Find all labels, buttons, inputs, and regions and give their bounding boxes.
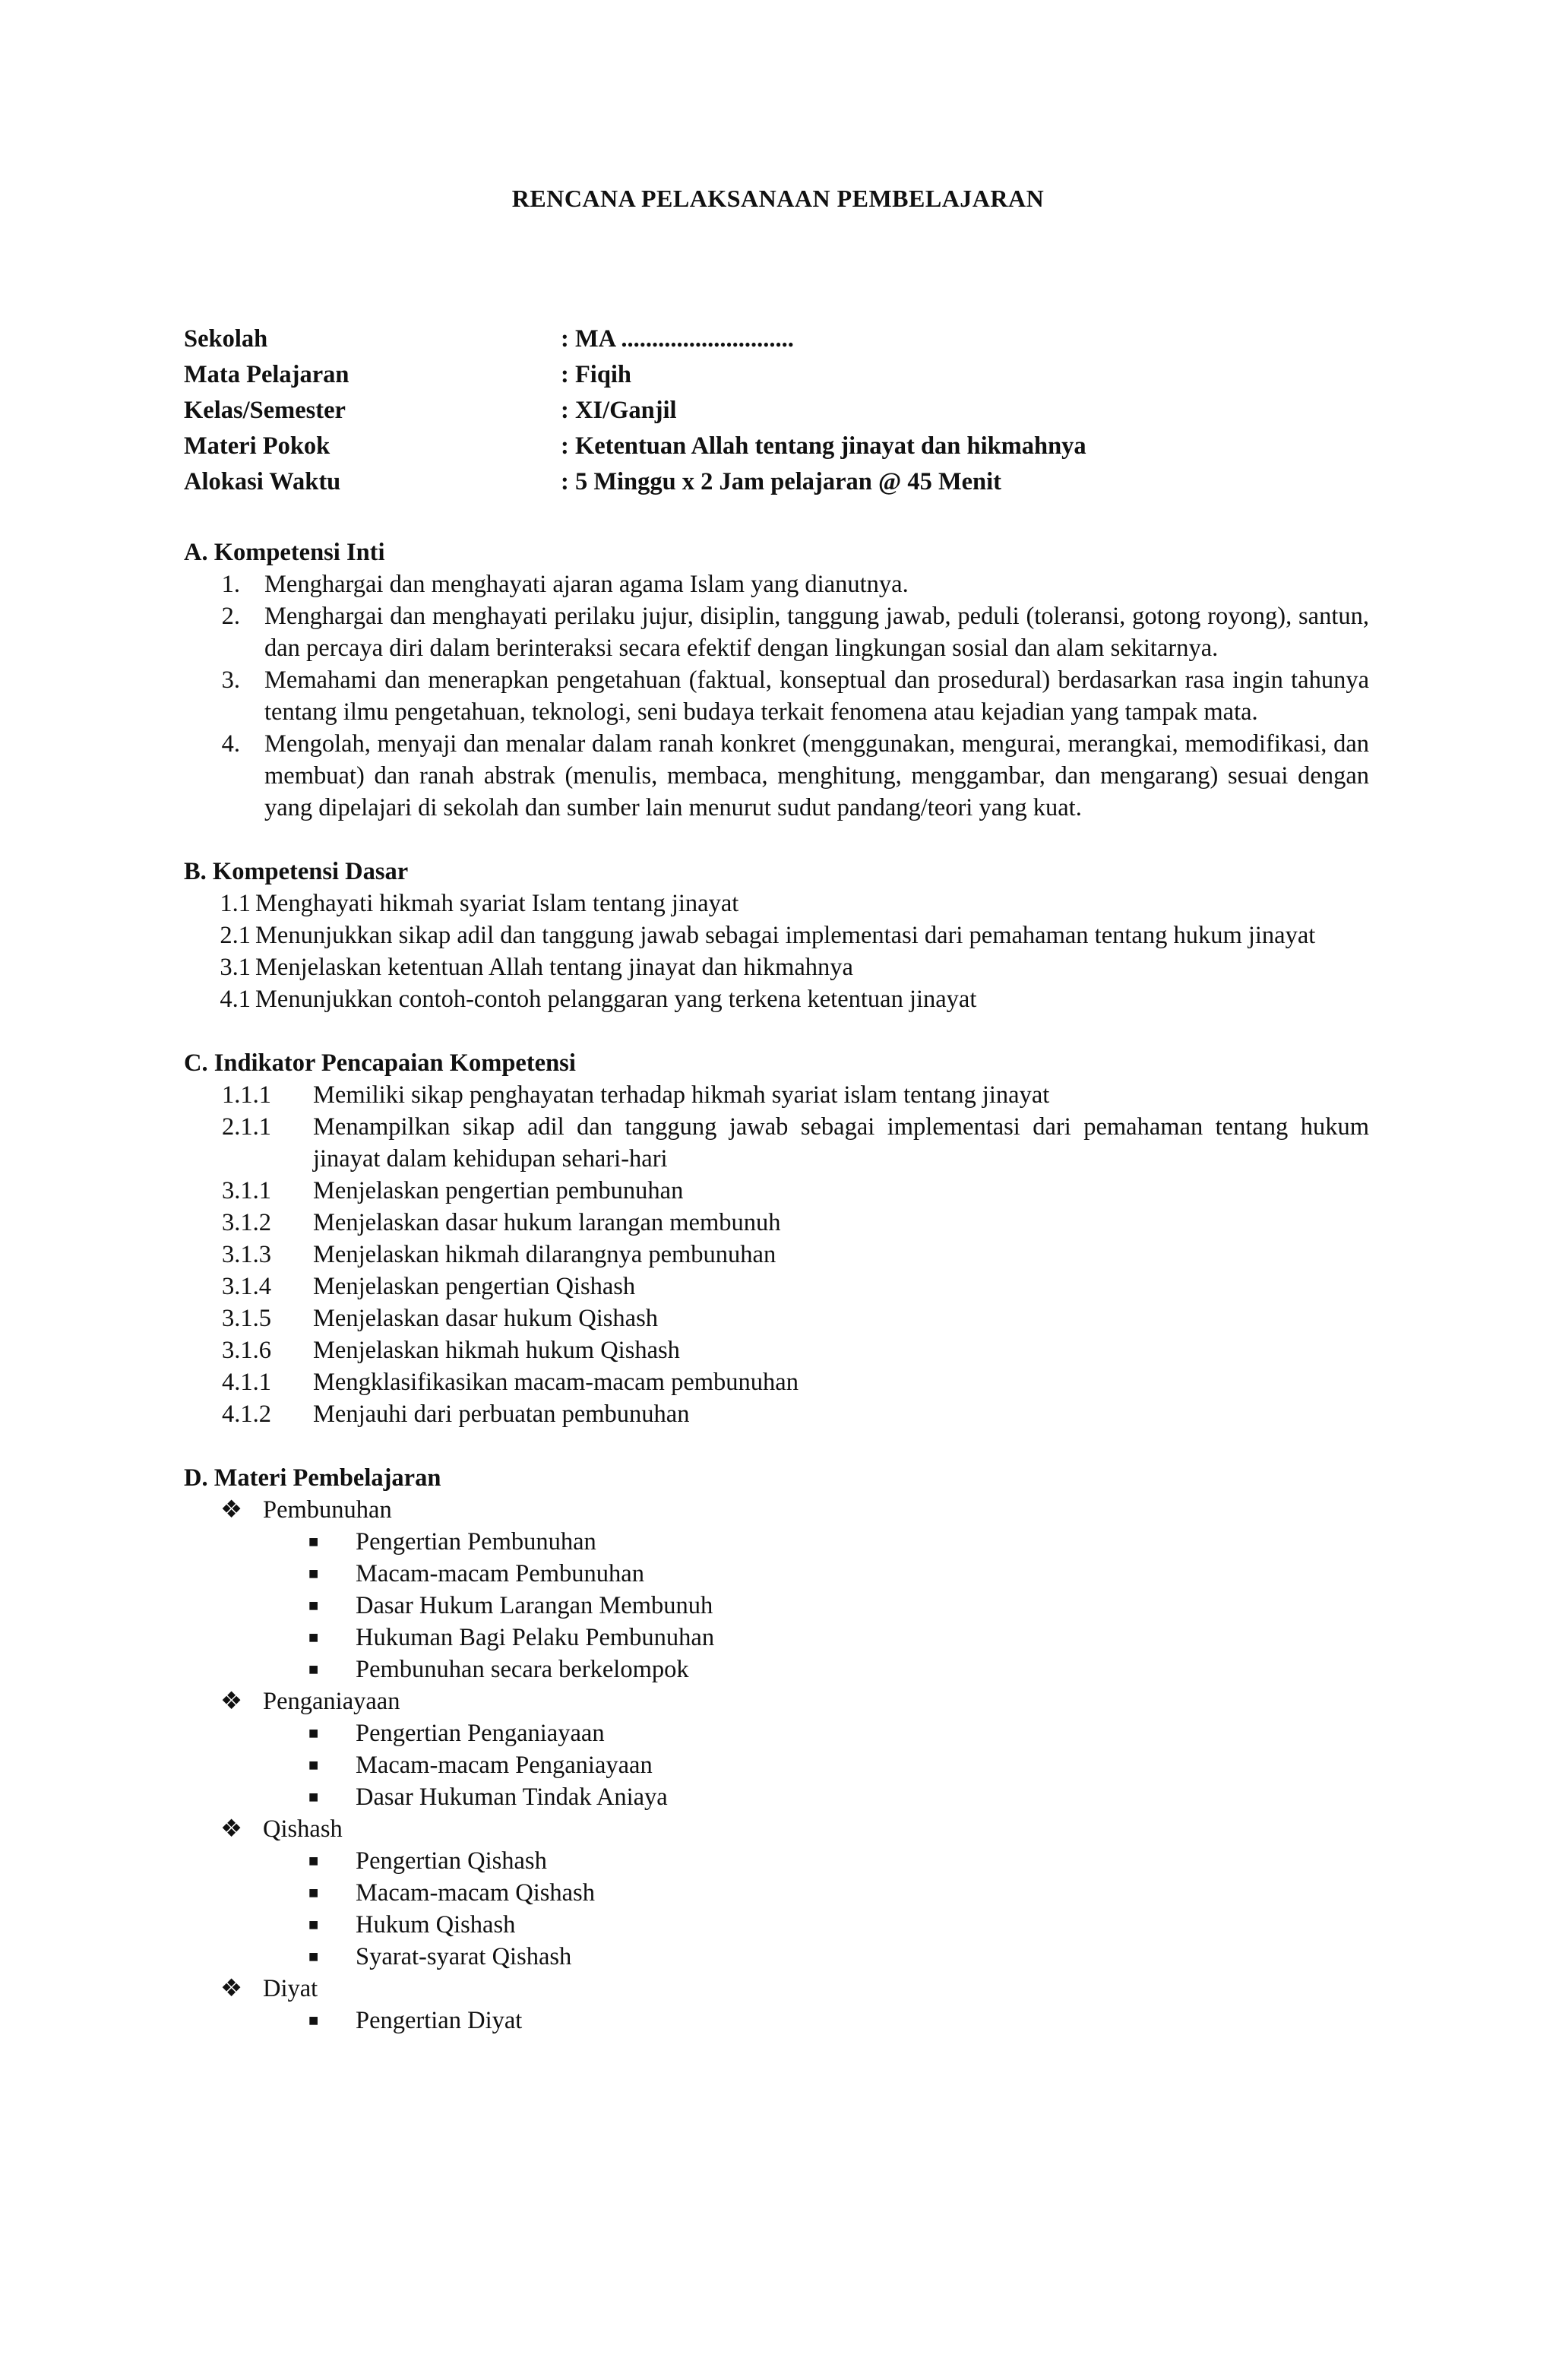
item-text: Menjelaskan ketentuan Allah tentang jinayat dan hikmahnya [255, 954, 853, 981]
section-d-heading: D. Materi Pembelajaran [184, 1464, 441, 1492]
item-text: Memiliki sikap penghayatan terhadap hikmah syariat islam tentang jinayat [313, 1081, 1050, 1109]
document-body [184, 536, 1369, 2068]
list-item [184, 1366, 1369, 1398]
item-text: Menjelaskan pengertian Qishash [313, 1273, 636, 1300]
item-text: Menjauhi dari perbuatan pembunuhan [313, 1400, 690, 1428]
list-item [184, 664, 1369, 728]
subtopic-item [184, 1909, 1369, 1941]
item-number: 2. [221, 603, 240, 630]
subtopic-item [184, 1941, 1369, 1973]
item-text: Menjelaskan dasar hukum Qishash [313, 1305, 659, 1332]
square-bullet-icon: ■ [308, 1755, 319, 1774]
identity-label: Mata Pelajaran [184, 361, 349, 388]
subtopic-item [184, 1654, 1369, 1685]
item-text: Menunjukkan contoh-contoh pelanggaran yang terkena ketentuan jinayat [255, 986, 977, 1013]
list-item [184, 1334, 1369, 1366]
subtopic-text: Dasar Hukum Larangan Membunuh [356, 1592, 713, 1619]
topic-title: Qishash [263, 1815, 343, 1843]
identity-label: Materi Pokok [184, 432, 330, 460]
square-bullet-icon: ■ [308, 1883, 319, 1902]
item-text: Menjelaskan hikmah dilarangnya pembunuhan [313, 1241, 776, 1268]
item-number: 2.1.1 [222, 1113, 271, 1141]
subtopic-item [184, 1845, 1369, 1877]
item-text: Menjelaskan dasar hukum larangan membunuh [313, 1209, 781, 1236]
topic-item [184, 1813, 1369, 1845]
subtopic-text: Hukum Qishash [356, 1911, 516, 1938]
subtopic-item [184, 1749, 1369, 1781]
item-number: 3.1.3 [222, 1241, 271, 1268]
square-bullet-icon: ■ [308, 1723, 319, 1742]
list-item [184, 1111, 1369, 1175]
identity-row [184, 355, 1086, 391]
section-indikator [184, 1047, 1369, 1430]
list-item [184, 888, 1369, 919]
subtopic-text: Macam-macam Penganiayaan [356, 1752, 653, 1779]
item-text: Menjelaskan pengertian pembunuhan [313, 1177, 684, 1204]
item-number: 4. [221, 730, 240, 758]
item-number: 3.1.2 [222, 1209, 271, 1236]
item-text: Mengklasifikasikan macam-macam pembunuhan [313, 1369, 799, 1396]
item-number: 4.1.2 [222, 1400, 271, 1428]
square-bullet-icon: ■ [308, 1564, 319, 1583]
item-number: 3. [221, 666, 240, 694]
square-bullet-icon: ■ [308, 1628, 319, 1647]
list-item [184, 1302, 1369, 1334]
topic-item [184, 1494, 1369, 1526]
identity-value: : Fiqih [561, 361, 632, 388]
list-item [184, 951, 1369, 983]
subtopic-item [184, 1877, 1369, 1909]
identity-label: Alokasi Waktu [184, 468, 341, 495]
list-item [184, 1398, 1369, 1430]
identity-block [184, 319, 1086, 498]
list-item [184, 568, 1369, 600]
identity-row [184, 426, 1086, 462]
subtopic-item [184, 1622, 1369, 1654]
identity-label: Kelas/Semester [184, 397, 346, 424]
item-number: 3.1.6 [222, 1337, 271, 1364]
section-kompetensi-inti [184, 536, 1369, 824]
square-bullet-icon: ■ [308, 1787, 319, 1806]
subtopic-item [184, 1781, 1369, 1813]
identity-value: : MA ............................ [561, 325, 794, 353]
item-text: Menghargai dan menghayati ajaran agama Islam yang dianutnya. [264, 571, 909, 598]
section-materi [184, 1462, 1369, 2037]
item-number: 3.1.4 [222, 1273, 271, 1300]
subtopic-item [184, 1526, 1369, 1558]
identity-label: Sekolah [184, 325, 268, 353]
subtopic-text: Pengertian Penganiayaan [356, 1720, 605, 1747]
item-text: Mengolah, menyaji dan menalar dalam ranah konkret (menggunakan, mengurai, merangkai, memodifikasi, dan membuat) dan ranah abstrak (menulis, membaca, menghitung, menggambar, dan mengarang) sesuai dengan yang dipelajari di sekolah dan sumber lain menurut sudut pandang/teori yang kuat. [264, 730, 1369, 821]
subtopic-text: Pengertian Diyat [356, 2007, 523, 2034]
identity-row [184, 319, 1086, 355]
topic-title: Pembunuhan [263, 1496, 392, 1524]
diamond-bullet-icon: ❖ [220, 1688, 243, 1715]
subtopic-item [184, 2005, 1369, 2037]
item-number: 4.1.1 [222, 1369, 271, 1396]
topic-title: Penganiayaan [263, 1688, 400, 1715]
diamond-bullet-icon: ❖ [220, 1815, 243, 1843]
topic-title: Diyat [263, 1975, 318, 2002]
item-number: 3.1.1 [222, 1177, 271, 1204]
section-b-heading: B. Kompetensi Dasar [184, 858, 409, 885]
item-number: 1.1.1 [222, 1081, 271, 1109]
document-title: RENCANA PELAKSANAAN PEMBELAJARAN [511, 185, 1045, 212]
subtopic-text: Pembunuhan secara berkelompok [356, 1656, 689, 1683]
item-text: Memahami dan menerapkan pengetahuan (faktual, konseptual dan prosedural) berdasarkan rasa ingin tahunya tentang ilmu pengetahuan, teknologi, seni budaya terkait fenomena atau kejadian yang tampak mata. [264, 666, 1369, 726]
list-item [184, 1175, 1369, 1207]
list-item [184, 728, 1369, 824]
item-number: 3.1 [220, 954, 251, 981]
list-item [184, 1239, 1369, 1271]
list-item [184, 1207, 1369, 1239]
square-bullet-icon: ■ [308, 1532, 319, 1551]
square-bullet-icon: ■ [308, 1660, 319, 1679]
square-bullet-icon: ■ [308, 1947, 319, 1966]
topic-item [184, 1973, 1369, 2005]
item-text: Menjelaskan hikmah hukum Qishash [313, 1337, 680, 1364]
list-item [184, 1079, 1369, 1111]
subtopic-item [184, 1558, 1369, 1590]
item-number: 4.1 [220, 986, 251, 1013]
item-text: Menampilkan sikap adil dan tanggung jawab sebagai implementasi dari pemahaman tentang hukum jinayat dalam kehidupan sehari-hari [313, 1113, 1369, 1173]
subtopic-text: Hukuman Bagi Pelaku Pembunuhan [356, 1624, 715, 1651]
subtopic-item [184, 1590, 1369, 1622]
section-kompetensi-dasar [184, 856, 1369, 1015]
section-c-heading: C. Indikator Pencapaian Kompetensi [184, 1049, 576, 1077]
subtopic-text: Macam-macam Pembunuhan [356, 1560, 644, 1587]
square-bullet-icon: ■ [308, 2011, 319, 2030]
list-item [184, 1271, 1369, 1302]
identity-value: : Ketentuan Allah tentang jinayat dan hikmahnya [561, 432, 1086, 460]
square-bullet-icon: ■ [308, 1851, 319, 1870]
subtopic-text: Pengertian Qishash [356, 1847, 547, 1875]
diamond-bullet-icon: ❖ [220, 1496, 243, 1524]
diamond-bullet-icon: ❖ [220, 1975, 243, 2002]
subtopic-text: Syarat-syarat Qishash [356, 1943, 572, 1970]
item-text: Menunjukkan sikap adil dan tanggung jawab sebagai implementasi dari pemahaman tentang hukum jinayat [255, 922, 1316, 949]
identity-value: : XI/Ganjil [561, 397, 677, 424]
subtopic-text: Macam-macam Qishash [356, 1879, 595, 1907]
item-number: 2.1 [220, 922, 251, 949]
item-text: Menghargai dan menghayati perilaku jujur, disiplin, tanggung jawab, peduli (toleransi, gotong royong), santun, dan percaya diri dalam berinteraksi secara efektif dengan lingkungan sosial dan alam sekitarnya. [264, 603, 1369, 662]
square-bullet-icon: ■ [308, 1596, 319, 1615]
subtopic-text: Dasar Hukuman Tindak Aniaya [356, 1783, 668, 1811]
subtopic-text: Pengertian Pembunuhan [356, 1528, 596, 1556]
identity-row [184, 462, 1086, 498]
list-item [184, 600, 1369, 664]
topic-item [184, 1685, 1369, 1717]
identity-value: : 5 Minggu x 2 Jam pelajaran @ 45 Menit [561, 468, 1001, 495]
identity-row [184, 391, 1086, 426]
item-number: 3.1.5 [222, 1305, 271, 1332]
list-item [184, 919, 1369, 951]
list-item [184, 983, 1369, 1015]
subtopic-item [184, 1717, 1369, 1749]
section-a-heading: A. Kompetensi Inti [184, 539, 385, 566]
item-number: 1.1 [220, 890, 251, 917]
item-text: Menghayati hikmah syariat Islam tentang jinayat [255, 890, 739, 917]
item-number: 1. [221, 571, 240, 598]
square-bullet-icon: ■ [308, 1915, 319, 1934]
